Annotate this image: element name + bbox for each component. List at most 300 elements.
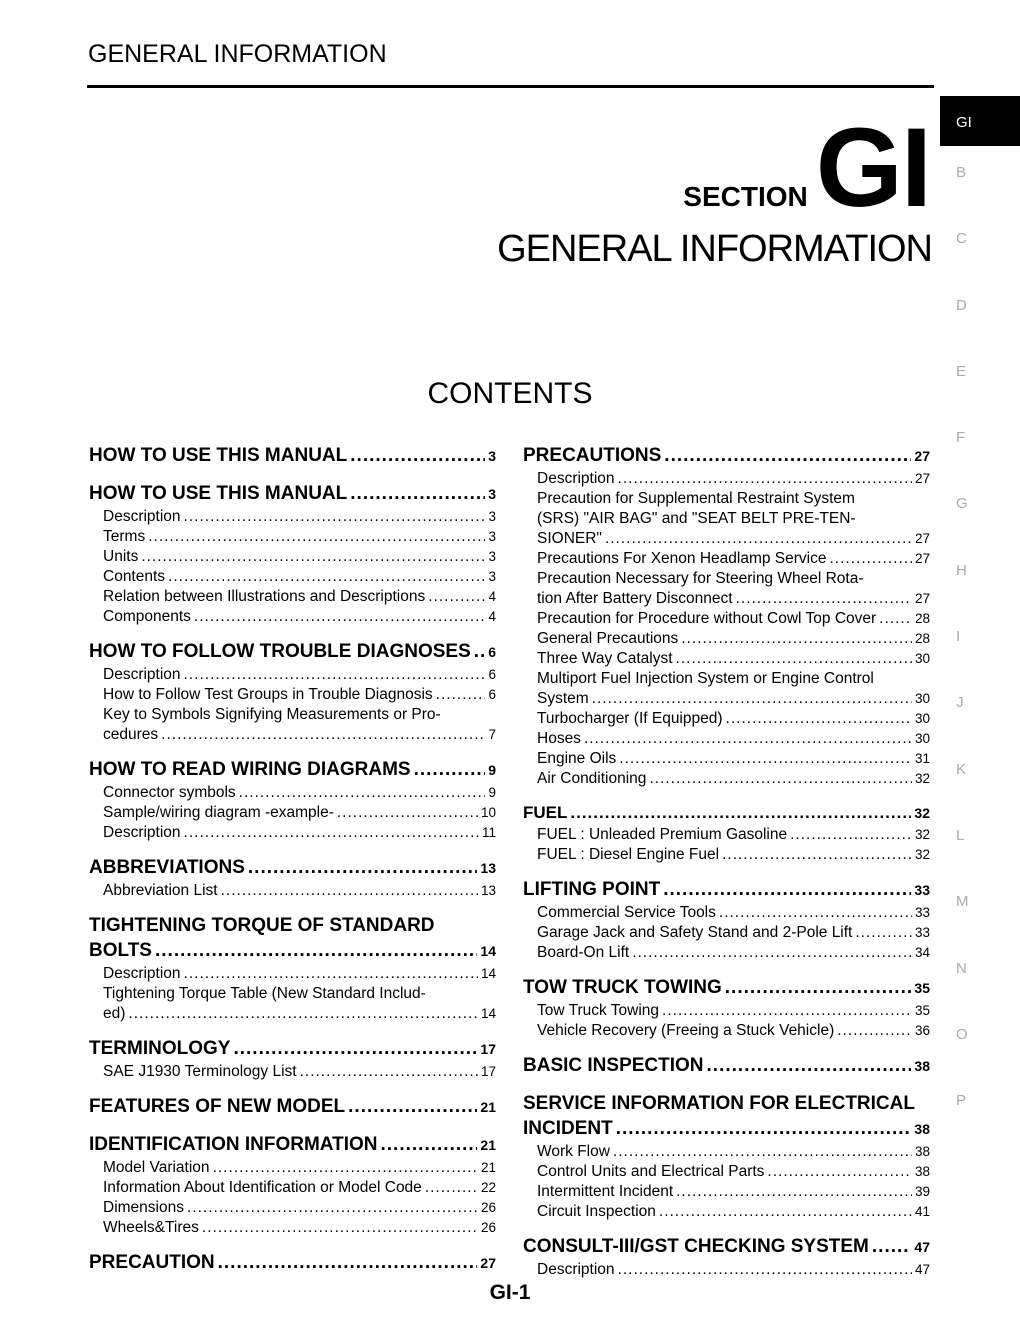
dot-leader bbox=[619, 749, 912, 769]
dot-leader bbox=[221, 881, 478, 901]
toc-entry-line bbox=[537, 1182, 930, 1202]
toc-entry[interactable] bbox=[89, 823, 496, 843]
toc-heading-page: 6 bbox=[488, 644, 496, 660]
section-word: SECTION bbox=[683, 181, 808, 212]
toc-entry[interactable] bbox=[523, 729, 930, 749]
dot-leader bbox=[659, 1202, 912, 1222]
toc-heading-page: 32 bbox=[914, 805, 930, 821]
toc-entry-line bbox=[103, 1198, 496, 1218]
toc-entry[interactable] bbox=[523, 1142, 930, 1162]
toc-heading[interactable] bbox=[523, 1053, 930, 1079]
toc-heading-line bbox=[523, 877, 930, 903]
toc-entry-line bbox=[537, 749, 930, 769]
toc-entry[interactable] bbox=[89, 527, 496, 547]
toc-entry-page: 34 bbox=[914, 945, 930, 960]
toc-entry[interactable] bbox=[523, 629, 930, 649]
toc-heading-page: 35 bbox=[914, 980, 930, 996]
toc-heading-label: TOW TRUCK TOWING bbox=[523, 977, 722, 998]
toc-heading[interactable] bbox=[523, 975, 930, 1001]
toc-entry[interactable] bbox=[89, 587, 496, 607]
toc-entry[interactable] bbox=[523, 1260, 930, 1280]
toc-entry-text-line: Precaution Necessary for Steering Wheel Rota- bbox=[537, 570, 864, 587]
toc-entry-page: 14 bbox=[480, 966, 496, 981]
tab-gi[interactable]: GI bbox=[940, 96, 1020, 146]
toc-entry[interactable] bbox=[523, 845, 930, 865]
dot-leader bbox=[474, 639, 485, 664]
toc-heading[interactable] bbox=[89, 443, 496, 469]
dot-leader bbox=[141, 547, 485, 567]
toc-entry-page: 14 bbox=[480, 1006, 496, 1021]
dot-leader bbox=[425, 1178, 478, 1198]
section-code: GI bbox=[815, 105, 930, 230]
toc-entry-line bbox=[103, 1218, 496, 1238]
dot-leader bbox=[202, 1218, 478, 1238]
toc-entry-page: 28 bbox=[914, 631, 930, 646]
tab-d[interactable]: D bbox=[956, 296, 967, 314]
toc-entry[interactable] bbox=[89, 1158, 496, 1178]
toc-heading-line bbox=[89, 1250, 496, 1276]
toc-entry-text-line: Key to Symbols Signifying Measurements or Pro- bbox=[103, 706, 441, 723]
toc-entry[interactable] bbox=[523, 923, 930, 943]
toc-entry[interactable] bbox=[523, 1162, 930, 1182]
dot-leader bbox=[719, 903, 912, 923]
toc-entry-page: 31 bbox=[914, 751, 930, 766]
dot-leader bbox=[128, 1004, 478, 1024]
toc-section bbox=[523, 975, 930, 1041]
dot-leader bbox=[649, 769, 912, 789]
toc-entry-page: 13 bbox=[480, 883, 496, 898]
toc-entry-label: Garage Jack and Safety Stand and 2-Pole Lift bbox=[537, 924, 853, 941]
dot-leader bbox=[436, 685, 486, 705]
dot-leader bbox=[218, 1250, 478, 1275]
toc-entry-line bbox=[537, 769, 930, 789]
toc-entry-label: Relation between Illustrations and Descriptions bbox=[103, 588, 426, 605]
toc-heading-line bbox=[89, 938, 496, 964]
dot-leader bbox=[632, 943, 912, 963]
toc-entry-line bbox=[537, 629, 930, 649]
toc-entry-line bbox=[537, 469, 930, 489]
toc-entry-page: 21 bbox=[480, 1160, 496, 1175]
toc-entry[interactable] bbox=[89, 507, 496, 527]
dot-leader bbox=[707, 1053, 912, 1078]
toc-heading-line bbox=[89, 855, 496, 881]
toc-heading-line bbox=[89, 757, 496, 783]
section-heading bbox=[683, 105, 930, 230]
tab-p[interactable]: P bbox=[956, 1092, 967, 1110]
tab-f[interactable]: F bbox=[956, 429, 966, 447]
toc-entry[interactable] bbox=[89, 964, 496, 984]
toc-entry-label: Description bbox=[103, 508, 181, 525]
toc-entry-line bbox=[103, 881, 496, 901]
tab-l[interactable]: L bbox=[956, 826, 965, 844]
toc-entry-line bbox=[103, 803, 496, 823]
toc-entry[interactable] bbox=[523, 1001, 930, 1021]
dot-leader bbox=[161, 725, 485, 745]
toc-heading-line bbox=[523, 1234, 930, 1260]
toc-heading-label: PRECAUTION bbox=[89, 1252, 215, 1273]
toc-entry-label: Information About Identification or Model Code bbox=[103, 1179, 422, 1196]
toc-entry-label: Air Conditioning bbox=[537, 770, 647, 787]
toc-heading[interactable] bbox=[89, 855, 496, 881]
toc-entry-page: 39 bbox=[914, 1184, 930, 1199]
dot-leader bbox=[879, 609, 912, 629]
dot-leader bbox=[829, 549, 911, 569]
page-number: GI-1 bbox=[489, 1281, 531, 1304]
toc-entry[interactable] bbox=[89, 984, 496, 1024]
dot-leader bbox=[676, 1182, 912, 1202]
dot-leader bbox=[790, 825, 912, 845]
toc-entry[interactable] bbox=[523, 469, 930, 489]
toc-entry[interactable] bbox=[89, 547, 496, 567]
toc-heading-line bbox=[89, 443, 496, 469]
toc-heading-label: HOW TO FOLLOW TROUBLE DIAGNOSES bbox=[89, 641, 471, 662]
toc-heading-label: ABBREVIATIONS bbox=[89, 857, 245, 878]
contents-title: CONTENTS bbox=[427, 377, 593, 410]
toc-heading-page: 38 bbox=[914, 1058, 930, 1074]
toc-heading-line bbox=[523, 1053, 930, 1079]
dot-leader bbox=[616, 1116, 912, 1141]
toc-entry-label: FUEL : Unleaded Premium Gasoline bbox=[537, 826, 788, 843]
dot-leader bbox=[184, 964, 478, 984]
toc-section bbox=[89, 913, 496, 1024]
toc-entry-page: 32 bbox=[914, 771, 930, 786]
toc-entry[interactable] bbox=[89, 1198, 496, 1218]
toc-entry-line bbox=[537, 1260, 930, 1280]
toc-heading-line bbox=[89, 1094, 496, 1120]
dot-leader bbox=[348, 1094, 477, 1119]
section-tabs bbox=[940, 96, 1020, 1140]
toc-heading-label: INCIDENT bbox=[523, 1118, 613, 1139]
toc-heading-page: 33 bbox=[914, 882, 930, 898]
toc-entry-page: 3 bbox=[488, 509, 496, 524]
dot-leader bbox=[168, 567, 485, 587]
dot-leader bbox=[414, 757, 486, 782]
toc-entry-label: tion After Battery Disconnect bbox=[537, 590, 733, 607]
toc-entry-label: System bbox=[537, 690, 589, 707]
toc-entry[interactable] bbox=[523, 489, 930, 549]
toc-entry-line bbox=[537, 1202, 930, 1222]
dot-leader bbox=[613, 1142, 912, 1162]
dot-leader bbox=[618, 469, 912, 489]
tab-g[interactable]: G bbox=[956, 495, 968, 513]
toc-heading-line bbox=[89, 639, 496, 665]
toc-heading-text-line: TIGHTENING TORQUE OF STANDARD bbox=[89, 915, 435, 936]
dot-leader bbox=[725, 975, 912, 1000]
toc-entry-label: Sample/wiring diagram -example- bbox=[103, 804, 334, 821]
toc-entry[interactable] bbox=[523, 1182, 930, 1202]
toc-heading[interactable] bbox=[89, 913, 496, 964]
toc-entry-page: 30 bbox=[914, 651, 930, 666]
toc-entry-page: 47 bbox=[914, 1262, 930, 1277]
tab-k[interactable]: K bbox=[956, 760, 967, 778]
toc-heading-line bbox=[89, 1132, 496, 1158]
tab-c[interactable]: C bbox=[956, 230, 967, 248]
toc-heading[interactable] bbox=[523, 1091, 930, 1142]
toc-entry-line bbox=[537, 1142, 930, 1162]
toc-entry[interactable] bbox=[523, 825, 930, 845]
dot-leader bbox=[584, 729, 912, 749]
toc-heading-label: LIFTING POINT bbox=[523, 879, 661, 900]
toc-entry-label: Control Units and Electrical Parts bbox=[537, 1163, 765, 1180]
toc-entry[interactable] bbox=[89, 1218, 496, 1238]
toc-entry-page: 33 bbox=[914, 905, 930, 920]
toc-section bbox=[89, 443, 496, 469]
toc-entry[interactable] bbox=[89, 803, 496, 823]
toc-heading-label: TERMINOLOGY bbox=[89, 1038, 231, 1059]
toc-entry-line bbox=[103, 783, 496, 803]
toc-entry[interactable] bbox=[523, 569, 930, 609]
toc-section bbox=[89, 1132, 496, 1238]
toc-entry-page: 3 bbox=[488, 529, 496, 544]
toc-entry-line bbox=[537, 1021, 930, 1041]
toc-entry-label: Hoses bbox=[537, 730, 581, 747]
toc-entry-line bbox=[103, 1158, 496, 1178]
toc-heading-line bbox=[523, 1116, 930, 1142]
toc-heading[interactable] bbox=[523, 1234, 930, 1260]
toc-entry-label: Precautions For Xenon Headlamp Service bbox=[537, 550, 827, 567]
toc-entry-line bbox=[537, 529, 930, 549]
toc-entry[interactable] bbox=[89, 783, 496, 803]
tab-m[interactable]: M bbox=[956, 893, 969, 911]
toc-entry[interactable] bbox=[523, 709, 930, 729]
dot-leader bbox=[239, 783, 486, 803]
toc-entry-page: 9 bbox=[488, 785, 496, 800]
toc-right-column bbox=[523, 443, 930, 1292]
toc-entry-text-line: (SRS) "AIR BAG" and "SEAT BELT PRE-TEN- bbox=[537, 510, 856, 527]
dot-leader bbox=[837, 1021, 912, 1041]
dot-leader bbox=[184, 823, 479, 843]
toc-entry-line bbox=[537, 1001, 930, 1021]
dot-leader bbox=[855, 923, 912, 943]
toc-entry-page: 3 bbox=[488, 549, 496, 564]
toc-entry-line bbox=[103, 1004, 496, 1024]
toc-entry-page: 28 bbox=[914, 611, 930, 626]
tab-i[interactable]: I bbox=[956, 628, 961, 646]
toc-entry-line bbox=[103, 665, 496, 685]
toc-entry[interactable] bbox=[89, 607, 496, 627]
dot-leader bbox=[300, 1062, 478, 1082]
toc-entry-line bbox=[103, 823, 496, 843]
toc-section bbox=[523, 1053, 930, 1079]
toc-heading-page: 38 bbox=[914, 1121, 930, 1137]
toc-entry[interactable] bbox=[89, 1062, 496, 1082]
tab-h[interactable]: H bbox=[956, 561, 967, 579]
toc-section bbox=[89, 1094, 496, 1120]
toc-entry-label: Description bbox=[103, 666, 181, 683]
toc-entry-label: Precaution for Procedure without Cowl Top Cover bbox=[537, 610, 877, 627]
toc-heading-page: 27 bbox=[480, 1255, 496, 1271]
toc-entry-label: Units bbox=[103, 548, 139, 565]
toc-heading-label: FEATURES OF NEW MODEL bbox=[89, 1096, 346, 1117]
toc-entry-label: Vehicle Recovery (Freeing a Stuck Vehicle) bbox=[537, 1022, 835, 1039]
toc-entry-page: 6 bbox=[488, 687, 496, 702]
toc-heading[interactable] bbox=[89, 1094, 496, 1120]
section-title: GENERAL INFORMATION bbox=[497, 228, 932, 270]
tab-o[interactable]: O bbox=[956, 1025, 968, 1043]
toc-heading-page: 27 bbox=[914, 448, 930, 464]
toc-heading-line bbox=[523, 975, 930, 1001]
toc-entry[interactable] bbox=[523, 769, 930, 789]
toc-entry-line bbox=[537, 825, 930, 845]
toc-entry-label: Tow Truck Towing bbox=[537, 1002, 660, 1019]
toc-heading-page: 17 bbox=[480, 1041, 496, 1057]
toc-entry-label: Turbocharger (If Equipped) bbox=[537, 710, 723, 727]
dot-leader bbox=[350, 443, 485, 468]
toc-entry-label: cedures bbox=[103, 726, 159, 743]
dot-leader bbox=[337, 803, 478, 823]
toc-entry-label: General Precautions bbox=[537, 630, 679, 647]
toc-entry[interactable] bbox=[523, 749, 930, 769]
dot-leader bbox=[605, 529, 912, 549]
toc-heading[interactable] bbox=[89, 1132, 496, 1158]
toc-entry-page: 27 bbox=[914, 471, 930, 486]
dot-leader bbox=[736, 589, 912, 609]
toc-entry[interactable] bbox=[89, 665, 496, 685]
toc-entry-line bbox=[103, 527, 496, 547]
toc-entry[interactable] bbox=[89, 567, 496, 587]
toc-section bbox=[523, 1091, 930, 1222]
toc-heading-page: 13 bbox=[480, 860, 496, 876]
toc-entry-label: Connector symbols bbox=[103, 784, 236, 801]
toc-section bbox=[89, 1036, 496, 1082]
toc-entry-line bbox=[537, 709, 930, 729]
toc-entry-page: 10 bbox=[480, 805, 496, 820]
toc-entry-label: ed) bbox=[103, 1005, 126, 1022]
toc-entry-page: 38 bbox=[914, 1144, 930, 1159]
toc-entry-page: 27 bbox=[914, 531, 930, 546]
toc-entry-page: 38 bbox=[914, 1164, 930, 1179]
toc-entry-page: 7 bbox=[488, 727, 496, 742]
toc-entry-label: Dimensions bbox=[103, 1199, 184, 1216]
toc-entry[interactable] bbox=[89, 705, 496, 745]
toc-left-column bbox=[89, 443, 496, 1288]
toc-entry-label: Wheels&Tires bbox=[103, 1219, 199, 1236]
toc-entry-page: 4 bbox=[488, 589, 496, 604]
toc-entry-page: 3 bbox=[488, 569, 496, 584]
toc-entry-page: 27 bbox=[914, 591, 930, 606]
toc-entry-page: 11 bbox=[481, 825, 496, 840]
dot-leader bbox=[664, 443, 911, 468]
dot-leader bbox=[872, 1234, 912, 1259]
dot-leader bbox=[663, 877, 911, 902]
toc-heading-line bbox=[89, 1036, 496, 1062]
toc-entry-line bbox=[103, 685, 496, 705]
toc-heading[interactable] bbox=[523, 877, 930, 903]
toc-entry-text-line: Tightening Torque Table (New Standard Includ- bbox=[103, 985, 426, 1002]
dot-leader bbox=[148, 527, 485, 547]
toc-heading[interactable] bbox=[89, 1036, 496, 1062]
dot-leader bbox=[618, 1260, 912, 1280]
toc-heading[interactable] bbox=[523, 443, 930, 469]
toc-entry-label: SAE J1930 Terminology List bbox=[103, 1063, 297, 1080]
toc-entry[interactable] bbox=[89, 881, 496, 901]
toc-section bbox=[89, 1250, 496, 1276]
toc-entry[interactable] bbox=[523, 669, 930, 709]
toc-entry-label: Board-On Lift bbox=[537, 944, 630, 961]
toc-entry[interactable] bbox=[523, 903, 930, 923]
toc-entry-line bbox=[103, 507, 496, 527]
toc-entry[interactable] bbox=[523, 943, 930, 963]
dot-leader bbox=[350, 481, 485, 506]
toc-heading-label: HOW TO USE THIS MANUAL bbox=[89, 445, 348, 466]
toc-section bbox=[89, 757, 496, 843]
toc-entry-label: Model Variation bbox=[103, 1159, 210, 1176]
toc-entry[interactable] bbox=[523, 1202, 930, 1222]
toc-entry[interactable] bbox=[89, 685, 496, 705]
toc-heading-line bbox=[523, 443, 930, 469]
toc-entry-page: 6 bbox=[488, 667, 496, 682]
toc-heading-label: BOLTS bbox=[89, 940, 152, 961]
toc-entry[interactable] bbox=[523, 1021, 930, 1041]
toc-entry-line bbox=[103, 1178, 496, 1198]
tab-n[interactable]: N bbox=[956, 959, 967, 977]
toc-heading[interactable] bbox=[523, 801, 930, 825]
toc-heading[interactable] bbox=[89, 639, 496, 665]
dot-leader bbox=[722, 845, 912, 865]
toc-entry-label: Description bbox=[537, 1261, 615, 1278]
running-header: GENERAL INFORMATION bbox=[88, 40, 387, 68]
toc-section bbox=[89, 639, 496, 745]
toc-entry-page: 32 bbox=[914, 827, 930, 842]
toc-entry-line bbox=[537, 729, 930, 749]
toc-entry-line bbox=[537, 845, 930, 865]
toc-entry[interactable] bbox=[523, 549, 930, 569]
toc-entry-line bbox=[537, 1162, 930, 1182]
header-rule bbox=[87, 85, 934, 88]
toc-entry-line bbox=[537, 689, 930, 709]
toc-entry-line bbox=[537, 943, 930, 963]
toc-entry-label: Intermittent Incident bbox=[537, 1183, 674, 1200]
toc-entry-label: Work Flow bbox=[537, 1143, 610, 1160]
toc-heading[interactable] bbox=[89, 757, 496, 783]
toc-entry-page: 41 bbox=[914, 1204, 930, 1219]
toc-entry[interactable] bbox=[523, 609, 930, 629]
toc-entry-label: How to Follow Test Groups in Trouble Diagnosis bbox=[103, 686, 433, 703]
toc-entry-page: 33 bbox=[914, 925, 930, 940]
toc-entry-page: 35 bbox=[914, 1003, 930, 1018]
toc-heading-page: 9 bbox=[488, 762, 496, 778]
toc-heading-label: HOW TO USE THIS MANUAL bbox=[89, 483, 348, 504]
toc-entry-page: 22 bbox=[480, 1180, 496, 1195]
tab-j[interactable]: J bbox=[956, 694, 964, 712]
toc-heading-page: 21 bbox=[480, 1099, 496, 1115]
toc-entry[interactable] bbox=[89, 1178, 496, 1198]
toc-section bbox=[89, 855, 496, 901]
toc-heading-line bbox=[523, 801, 930, 825]
toc-entry-page: 30 bbox=[914, 711, 930, 726]
toc-entry-label: Commercial Service Tools bbox=[537, 904, 716, 921]
toc-heading-label: FUEL bbox=[523, 803, 568, 822]
toc-heading[interactable] bbox=[89, 481, 496, 507]
toc-entry-line bbox=[537, 903, 930, 923]
dot-leader bbox=[187, 1198, 478, 1218]
dot-leader bbox=[213, 1158, 478, 1178]
toc-entry-page: 32 bbox=[914, 847, 930, 862]
toc-heading[interactable] bbox=[89, 1250, 496, 1276]
toc-heading-page: 3 bbox=[488, 448, 496, 464]
toc-heading-label: HOW TO READ WIRING DIAGRAMS bbox=[89, 759, 411, 780]
tab-e[interactable]: E bbox=[956, 362, 967, 380]
dot-leader bbox=[570, 801, 911, 824]
toc-entry[interactable] bbox=[523, 649, 930, 669]
toc-heading-line bbox=[89, 481, 496, 507]
toc-entry-label: Components bbox=[103, 608, 191, 625]
toc-entry-label: Contents bbox=[103, 568, 166, 585]
tab-b[interactable]: B bbox=[956, 164, 967, 181]
dot-leader bbox=[194, 607, 486, 627]
toc-entry-label: Description bbox=[537, 470, 615, 487]
dot-leader bbox=[592, 689, 912, 709]
